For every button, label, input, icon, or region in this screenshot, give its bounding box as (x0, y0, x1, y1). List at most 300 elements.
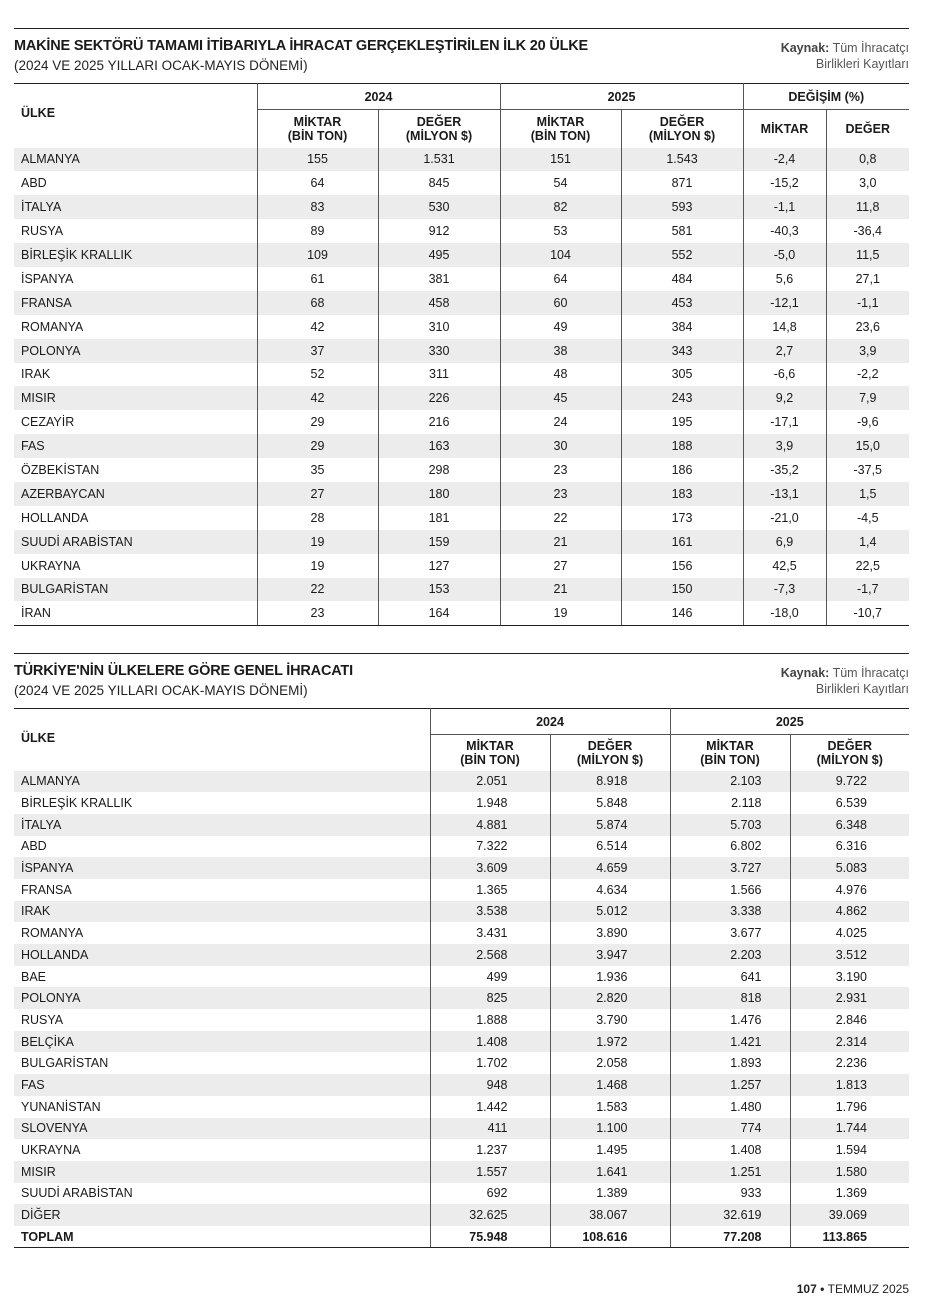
value-cell: 3.790 (550, 1009, 670, 1031)
value-cell: 23 (257, 601, 378, 625)
country-cell: ALMANYA (14, 148, 257, 172)
table1-header-deger-2024: DEĞER (MİLYON $) (378, 110, 500, 148)
table-row (14, 771, 909, 793)
table-row (14, 386, 909, 410)
value-cell: 330 (378, 339, 500, 363)
value-cell: 2.846 (790, 1009, 909, 1031)
value-cell: 52 (257, 363, 378, 387)
value-cell: 15,0 (826, 434, 909, 458)
table2-header-2024: 2024 (430, 709, 670, 735)
value-cell: 311 (378, 363, 500, 387)
value-cell: 2.314 (790, 1031, 909, 1053)
value-cell: 38.067 (550, 1204, 670, 1226)
value-cell: 3,9 (826, 339, 909, 363)
value-cell: 243 (621, 386, 743, 410)
table2-title: TÜRKİYE'NİN ÜLKELERE GÖRE GENEL İHRACATI (14, 663, 353, 679)
value-cell: 530 (378, 195, 500, 219)
table-row (14, 1031, 909, 1053)
value-cell: 453 (621, 291, 743, 315)
value-cell: -10,7 (826, 601, 909, 625)
country-cell: AZERBAYCAN (14, 482, 257, 506)
value-cell: 4.659 (550, 857, 670, 879)
value-cell: 1.531 (378, 148, 500, 172)
table-row (14, 171, 909, 195)
value-cell: 1,5 (826, 482, 909, 506)
table1-top-rule (14, 28, 909, 29)
value-cell: 1.972 (550, 1031, 670, 1053)
value-cell: -5,0 (743, 243, 826, 267)
table2-top-rule (14, 653, 909, 654)
value-cell: 19 (257, 554, 378, 578)
table1-source (781, 40, 909, 72)
value-cell: 298 (378, 458, 500, 482)
value-cell: 27 (500, 554, 621, 578)
table1-header-miktar-2024: MİKTAR (BİN TON) (257, 110, 378, 148)
value-cell: 2.118 (670, 792, 790, 814)
table1-header-deger-2025: DEĞER (MİLYON $) (621, 110, 743, 148)
value-cell: 2.568 (430, 944, 550, 966)
value-cell: -4,5 (826, 506, 909, 530)
table-row (14, 219, 909, 243)
value-cell: 104 (500, 243, 621, 267)
country-cell: POLONYA (14, 987, 430, 1009)
issue-date: TEMMUZ 2025 (827, 1282, 909, 1296)
value-cell: 156 (621, 554, 743, 578)
value-cell: 1.100 (550, 1118, 670, 1140)
value-cell: 1.641 (550, 1161, 670, 1183)
value-cell: 1.408 (670, 1139, 790, 1161)
value-cell: 195 (621, 410, 743, 434)
table-row (14, 1183, 909, 1205)
value-cell: 458 (378, 291, 500, 315)
value-cell: 552 (621, 243, 743, 267)
value-cell: 1.583 (550, 1096, 670, 1118)
table-row (14, 1161, 909, 1183)
value-cell: 19 (257, 530, 378, 554)
value-cell: -15,2 (743, 171, 826, 195)
table2-header-miktar-2025: MİKTAR (BİN TON) (670, 735, 790, 771)
value-cell: 1.476 (670, 1009, 790, 1031)
value-cell: 3.947 (550, 944, 670, 966)
value-cell: 5.012 (550, 901, 670, 923)
value-cell: 22 (500, 506, 621, 530)
table-row (14, 966, 909, 988)
country-cell: RUSYA (21, 224, 64, 239)
value-cell: 32.619 (670, 1204, 790, 1226)
country-cell: RUSYA (21, 1012, 64, 1027)
country-cell: İTALYA (14, 195, 257, 219)
value-cell: 5.874 (550, 814, 670, 836)
country-cell: IRAK (21, 367, 51, 382)
value-cell: 150 (621, 578, 743, 602)
value-cell: 948 (430, 1074, 550, 1096)
value-cell: 6.316 (790, 836, 909, 858)
value-cell: -17,1 (743, 410, 826, 434)
value-cell: 6.802 (670, 836, 790, 858)
value-cell: 30 (500, 434, 621, 458)
value-cell: 2.103 (670, 771, 790, 793)
value-cell: 22,5 (826, 554, 909, 578)
value-cell: 6.348 (790, 814, 909, 836)
table1-header-miktar-2025: MİKTAR (BİN TON) (500, 110, 621, 148)
value-cell: 21 (500, 578, 621, 602)
value-cell: 29 (257, 410, 378, 434)
value-cell: 933 (670, 1183, 790, 1205)
table-row (14, 814, 909, 836)
value-cell: 3.677 (670, 922, 790, 944)
value-cell: 127 (378, 554, 500, 578)
value-cell: 1.408 (430, 1031, 550, 1053)
table-row (14, 554, 909, 578)
value-cell: -35,2 (743, 458, 826, 482)
country-cell: POLONYA (14, 339, 257, 363)
country-cell: BİRLEŞİK KRALLIK (21, 796, 133, 811)
value-cell: 45 (500, 386, 621, 410)
value-cell: 29 (257, 434, 378, 458)
country-cell: ABD (21, 839, 47, 854)
total-value: 113.865 (790, 1226, 909, 1248)
value-cell: 27 (257, 482, 378, 506)
value-cell: 89 (257, 219, 378, 243)
value-cell: 183 (621, 482, 743, 506)
value-cell: 180 (378, 482, 500, 506)
value-cell: 343 (621, 339, 743, 363)
value-cell: 9.722 (790, 771, 909, 793)
table-row (14, 434, 909, 458)
value-cell: 1.813 (790, 1074, 909, 1096)
value-cell: 186 (621, 458, 743, 482)
value-cell: 1.594 (790, 1139, 909, 1161)
value-cell: 411 (430, 1118, 550, 1140)
value-cell: 146 (621, 601, 743, 625)
value-cell: 38 (500, 339, 621, 363)
table2-body (14, 771, 909, 1248)
page-footer (797, 1282, 909, 1296)
value-cell: 42 (257, 386, 378, 410)
value-cell: 23,6 (826, 315, 909, 339)
value-cell: -6,6 (743, 363, 826, 387)
value-cell: -9,6 (826, 410, 909, 434)
value-cell: 4.976 (790, 879, 909, 901)
value-cell: 3.538 (430, 901, 550, 923)
value-cell: 22 (257, 578, 378, 602)
table-row (14, 1074, 909, 1096)
value-cell: 68 (257, 291, 378, 315)
value-cell: -13,1 (743, 482, 826, 506)
table-row (14, 1139, 909, 1161)
value-cell: 2.820 (550, 987, 670, 1009)
value-cell: 54 (500, 171, 621, 195)
country-cell: HOLLANDA (21, 510, 89, 525)
value-cell: 3.512 (790, 944, 909, 966)
value-cell: 1.257 (670, 1074, 790, 1096)
country-cell: IRAK (14, 901, 430, 923)
value-cell: 1.566 (670, 879, 790, 901)
table1-header-country: ÜLKE (21, 106, 56, 120)
table-row (14, 944, 909, 966)
value-cell: 1.948 (430, 792, 550, 814)
value-cell: 774 (670, 1118, 790, 1140)
table-row (14, 1096, 909, 1118)
value-cell: -2,4 (743, 148, 826, 172)
table-row (14, 410, 909, 434)
value-cell: 14,8 (743, 315, 826, 339)
value-cell: 23 (500, 458, 621, 482)
value-cell: 3.609 (430, 857, 550, 879)
value-cell: 871 (621, 171, 743, 195)
table-row (14, 243, 909, 267)
table1-header-2024: 2024 (257, 84, 500, 110)
value-cell: 164 (378, 601, 500, 625)
table2-header-deger-2025: DEĞER (MİLYON $) (790, 735, 909, 771)
value-cell: 1.936 (550, 966, 670, 988)
table1-header-2025: 2025 (500, 84, 743, 110)
source-label: Kaynak: (780, 666, 830, 680)
value-cell: 21 (500, 530, 621, 554)
table2-header-2025: 2025 (670, 709, 909, 735)
value-cell: 1.365 (430, 879, 550, 901)
country-cell: SUUDİ ARABİSTAN (21, 1186, 133, 1201)
page-number: 107 (796, 1282, 817, 1296)
value-cell: 1.702 (430, 1052, 550, 1074)
value-cell: 2.236 (790, 1052, 909, 1074)
total-label: TOPLAM (14, 1226, 430, 1248)
value-cell: 6.514 (550, 836, 670, 858)
table-row (14, 1118, 909, 1140)
table2-header-deger-2024: DEĞER (MİLYON $) (550, 735, 670, 771)
source-line1: Tüm İhracatçı (832, 41, 909, 55)
value-cell: 24 (500, 410, 621, 434)
value-cell: 163 (378, 434, 500, 458)
table-row (14, 836, 909, 858)
table2-header-miktar-2024: MİKTAR (BİN TON) (430, 735, 550, 771)
value-cell: 8.918 (550, 771, 670, 793)
value-cell: 1.495 (550, 1139, 670, 1161)
country-cell: BELÇİKA (14, 1031, 430, 1053)
value-cell: 1.421 (670, 1031, 790, 1053)
table-row (14, 601, 909, 625)
value-cell: 83 (257, 195, 378, 219)
table2-section (14, 653, 909, 1253)
value-cell: 39.069 (790, 1204, 909, 1226)
value-cell: 64 (257, 171, 378, 195)
value-cell: 226 (378, 386, 500, 410)
table-row (14, 1204, 909, 1226)
table-row (14, 530, 909, 554)
value-cell: 11,8 (826, 195, 909, 219)
table-row (14, 363, 909, 387)
table1-header-change-miktar: MİKTAR (743, 110, 826, 148)
table1 (14, 83, 909, 626)
value-cell: 1.442 (430, 1096, 550, 1118)
total-row (14, 1226, 909, 1248)
value-cell: 1.580 (790, 1161, 909, 1183)
value-cell: -2,2 (826, 363, 909, 387)
table1-header-change-deger: DEĞER (826, 110, 909, 148)
value-cell: 381 (378, 267, 500, 291)
value-cell: -7,3 (743, 578, 826, 602)
value-cell: -40,3 (743, 219, 826, 243)
value-cell: -21,0 (743, 506, 826, 530)
total-value: 75.948 (430, 1226, 550, 1248)
value-cell: 181 (378, 506, 500, 530)
value-cell: 188 (621, 434, 743, 458)
value-cell: 1,4 (826, 530, 909, 554)
country-cell: BULGARİSTAN (14, 578, 257, 602)
value-cell: 1.389 (550, 1183, 670, 1205)
value-cell: 53 (500, 219, 621, 243)
country-cell: CEZAYİR (21, 415, 75, 430)
value-cell: 3.338 (670, 901, 790, 923)
value-cell: 61 (257, 267, 378, 291)
total-value: 77.208 (670, 1226, 790, 1248)
value-cell: 7.322 (430, 836, 550, 858)
country-cell: İTALYA (14, 814, 430, 836)
source-line2: Birlikleri Kayıtları (815, 682, 909, 696)
table-row (14, 987, 909, 1009)
source-label: Kaynak: (780, 41, 830, 55)
value-cell: 912 (378, 219, 500, 243)
value-cell: 155 (257, 148, 378, 172)
value-cell: 42 (257, 315, 378, 339)
value-cell: 27,1 (826, 267, 909, 291)
value-cell: 3,9 (743, 434, 826, 458)
country-cell: ABD (21, 176, 47, 191)
country-cell: MISIR (14, 386, 257, 410)
table1-header-change: DEĞİŞİM (%) (743, 84, 909, 110)
value-cell: 109 (257, 243, 378, 267)
value-cell: -1,7 (826, 578, 909, 602)
table-row (14, 482, 909, 506)
value-cell: 1.369 (790, 1183, 909, 1205)
value-cell: 6,9 (743, 530, 826, 554)
value-cell: 305 (621, 363, 743, 387)
value-cell: 818 (670, 987, 790, 1009)
table2 (14, 708, 909, 1248)
table1-section (14, 28, 909, 628)
table-row (14, 578, 909, 602)
country-cell: FAS (14, 1074, 430, 1096)
table-row (14, 1052, 909, 1074)
country-cell: BİRLEŞİK KRALLIK (14, 243, 257, 267)
country-cell: SUUDİ ARABİSTAN (14, 530, 257, 554)
table-row (14, 195, 909, 219)
table-row (14, 315, 909, 339)
value-cell: -1,1 (743, 195, 826, 219)
value-cell: 60 (500, 291, 621, 315)
value-cell: 7,9 (826, 386, 909, 410)
country-cell: ROMANYA (21, 926, 84, 941)
value-cell: 3.190 (790, 966, 909, 988)
country-cell: İSPANYA (21, 271, 74, 286)
value-cell: 82 (500, 195, 621, 219)
country-cell: SLOVENYA (14, 1118, 430, 1140)
value-cell: 151 (500, 148, 621, 172)
source-line2: Birlikleri Kayıtları (815, 57, 909, 71)
country-cell: ALMANYA (14, 771, 430, 793)
value-cell: 1.468 (550, 1074, 670, 1096)
country-cell: ÖZBEKİSTAN (21, 463, 100, 478)
country-cell: UKRAYNA (21, 558, 81, 573)
value-cell: 499 (430, 966, 550, 988)
value-cell: -18,0 (743, 601, 826, 625)
value-cell: 5.703 (670, 814, 790, 836)
country-cell: İRAN (14, 601, 257, 625)
value-cell: 35 (257, 458, 378, 482)
table-row (14, 291, 909, 315)
value-cell: -12,1 (743, 291, 826, 315)
value-cell: 37 (257, 339, 378, 363)
table1-subtitle: (2024 VE 2025 YILLARI OCAK-MAYIS DÖNEMİ) (14, 58, 308, 73)
country-cell: FRANSA (14, 291, 257, 315)
table2-source (781, 665, 909, 697)
value-cell: 593 (621, 195, 743, 219)
value-cell: 2,7 (743, 339, 826, 363)
value-cell: 825 (430, 987, 550, 1009)
value-cell: 48 (500, 363, 621, 387)
value-cell: 49 (500, 315, 621, 339)
value-cell: -37,5 (826, 458, 909, 482)
value-cell: 1.237 (430, 1139, 550, 1161)
value-cell: 159 (378, 530, 500, 554)
value-cell: 23 (500, 482, 621, 506)
country-cell: İSPANYA (14, 857, 430, 879)
value-cell: 2.203 (670, 944, 790, 966)
value-cell: 845 (378, 171, 500, 195)
value-cell: 28 (257, 506, 378, 530)
value-cell: 3.727 (670, 857, 790, 879)
value-cell: 1.543 (621, 148, 743, 172)
value-cell: 641 (670, 966, 790, 988)
value-cell: 19 (500, 601, 621, 625)
country-cell: MISIR (14, 1161, 430, 1183)
table-row (14, 339, 909, 363)
table-row (14, 1009, 909, 1031)
value-cell: 4.881 (430, 814, 550, 836)
country-cell: YUNANİSTAN (21, 1099, 101, 1114)
value-cell: 384 (621, 315, 743, 339)
value-cell: 32.625 (430, 1204, 550, 1226)
value-cell: 5,6 (743, 267, 826, 291)
value-cell: 3.431 (430, 922, 550, 944)
table-row (14, 922, 909, 944)
value-cell: 484 (621, 267, 743, 291)
value-cell: 4.862 (790, 901, 909, 923)
country-cell: HOLLANDA (14, 944, 430, 966)
value-cell: 9,2 (743, 386, 826, 410)
table-row (14, 506, 909, 530)
country-cell: ROMANYA (21, 319, 84, 334)
table-row (14, 458, 909, 482)
value-cell: 11,5 (826, 243, 909, 267)
value-cell: 0,8 (826, 148, 909, 172)
value-cell: 1.480 (670, 1096, 790, 1118)
table1-body (14, 148, 909, 626)
value-cell: 1.251 (670, 1161, 790, 1183)
value-cell: 581 (621, 219, 743, 243)
footer-bullet: • (820, 1282, 825, 1296)
value-cell: 6.539 (790, 792, 909, 814)
value-cell: 2.058 (550, 1052, 670, 1074)
value-cell: 310 (378, 315, 500, 339)
value-cell: 2.931 (790, 987, 909, 1009)
country-cell: BULGARİSTAN (21, 1056, 109, 1071)
value-cell: 1.744 (790, 1118, 909, 1140)
value-cell: 173 (621, 506, 743, 530)
value-cell: 2.051 (430, 771, 550, 793)
value-cell: -1,1 (826, 291, 909, 315)
table-row (14, 857, 909, 879)
